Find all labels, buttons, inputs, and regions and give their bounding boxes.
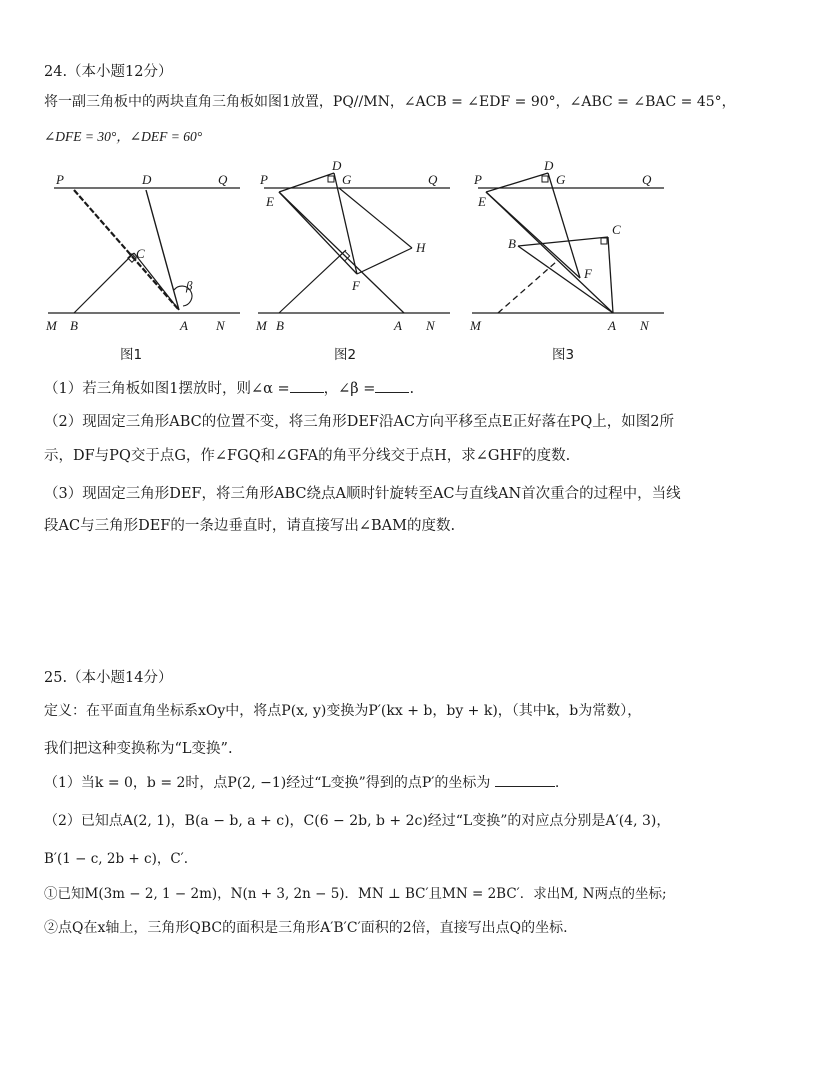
q24-part1-text-b: ，∠β = (323, 381, 376, 397)
fig1-label-c: C (136, 246, 145, 261)
q25-definition-line2: 我们把这种变换称为“L变换”. (44, 741, 233, 757)
fig3-label-m: M (470, 318, 481, 333)
q24-part3-line2: 段AC与三角形DEF的一条边垂直时，请直接写出∠BAM的度数. (44, 518, 456, 534)
q25-subpart1: ①已知M(3m − 2, 1 − 2m)，N(n + 3, 2n − 5)．MN ⊥ BC′且MN = 2BC′．求出M, N两点的坐标; (44, 886, 667, 902)
fig1-label-a: A (180, 318, 188, 333)
figure-3-caption: 图3 (552, 347, 575, 363)
q24-statement-line2: ∠DFE = 30°，∠DEF = 60° (44, 129, 203, 144)
q25-part2-line2: B′(1 − c, 2b + c)，C′. (44, 851, 189, 867)
fig3-label-p: P (474, 172, 482, 187)
q25-part1 (44, 772, 811, 792)
fig3-label-a: A (608, 318, 616, 333)
figure-2 (254, 158, 454, 350)
fig2-label-q: Q (428, 172, 438, 187)
q24-statement-line1: 将一副三角板中的两块直角三角板如图1放置，PQ//MN，∠ACB = ∠EDF = 90°，∠ABC = ∠BAC = 45°， (44, 94, 736, 110)
q25-part1-end: . (554, 775, 560, 791)
q24-part2-line2: 示，DF与PQ交于点G，作∠FGQ和∠GFA的角平分线交于点H，求∠GHF的度数. (44, 448, 571, 464)
q25-subpart2: ②点Q在x轴上，三角形QBC的面积是三角形A′B′C′面积的2倍，直接写出点Q的坐标. (44, 920, 568, 936)
fig2-label-e: E (266, 194, 274, 209)
fig3-label-q: Q (642, 172, 652, 187)
q24-heading: 24.（本小题12分） (44, 64, 173, 80)
q24-part1-text-c: . (409, 381, 415, 397)
fig3-label-d: D (544, 158, 554, 173)
fig3-label-n: N (640, 318, 649, 333)
fig1-label-m: M (46, 318, 57, 333)
fig1-label-n: N (216, 318, 225, 333)
figure-2-caption: 图2 (334, 347, 357, 363)
q24-part3-line1: （3）现固定三角形DEF，将三角形ABC绕点A顺时针旋转至AC与直线AN首次重合的过程中，当线 (44, 486, 681, 502)
q24-part1-text-a: （1）若三角板如图1摆放时，则∠α = (44, 381, 290, 397)
fig2-label-d: D (332, 158, 342, 173)
q25-part1-blank (495, 774, 555, 787)
fig3-label-f: F (584, 266, 592, 281)
q25-part2-line1: （2）已知点A(2, 1)，B(a − b, a + c)，C(6 − 2b, b + 2c)经过“L变换”的对应点分别是A′(4, 3)， (44, 813, 671, 829)
fig2-label-h: H (416, 240, 426, 255)
q24-part1-blank-beta (375, 380, 409, 393)
q25-heading: 25.（本小题14分） (44, 670, 173, 686)
fig1-label-d: D (142, 172, 152, 187)
fig2-label-g: G (342, 172, 352, 187)
figure-1 (44, 170, 244, 350)
figure-1-caption: 图1 (120, 347, 143, 363)
fig1-label-p: P (56, 172, 64, 187)
fig2-label-a: A (394, 318, 402, 333)
fig3-label-b: B (508, 236, 516, 251)
fig3-label-e: E (478, 194, 486, 209)
fig2-label-n: N (426, 318, 435, 333)
fig2-label-p: P (260, 172, 268, 187)
q24-part1 (44, 377, 811, 398)
fig3-label-g: G (556, 172, 566, 187)
q24-part1-blank-alpha (290, 380, 324, 393)
q24-part2-line1: （2）现固定三角形ABC的位置不变，将三角形DEF沿AC方向平移至点E正好落在PQ上，如图2所 (44, 414, 675, 430)
figure-3 (468, 158, 668, 350)
fig2-label-m: M (256, 318, 267, 333)
fig1-label-beta: β (186, 278, 193, 293)
fig1-label-q: Q (218, 172, 228, 187)
fig2-label-f: F (352, 278, 360, 293)
q25-definition: 定义：在平面直角坐标系xOy中，将点P(x, y)变换为P′(kx + b，by + k)，（其中k，b为常数）， (44, 703, 642, 719)
q25-part1-text: （1）当k = 0，b = 2时，点P(2, −1)经过“L变换”得到的点P′的坐标为 (44, 775, 491, 791)
fig2-label-b: B (276, 318, 284, 333)
fig1-label-b: B (70, 318, 78, 333)
fig3-label-c: C (612, 222, 621, 237)
